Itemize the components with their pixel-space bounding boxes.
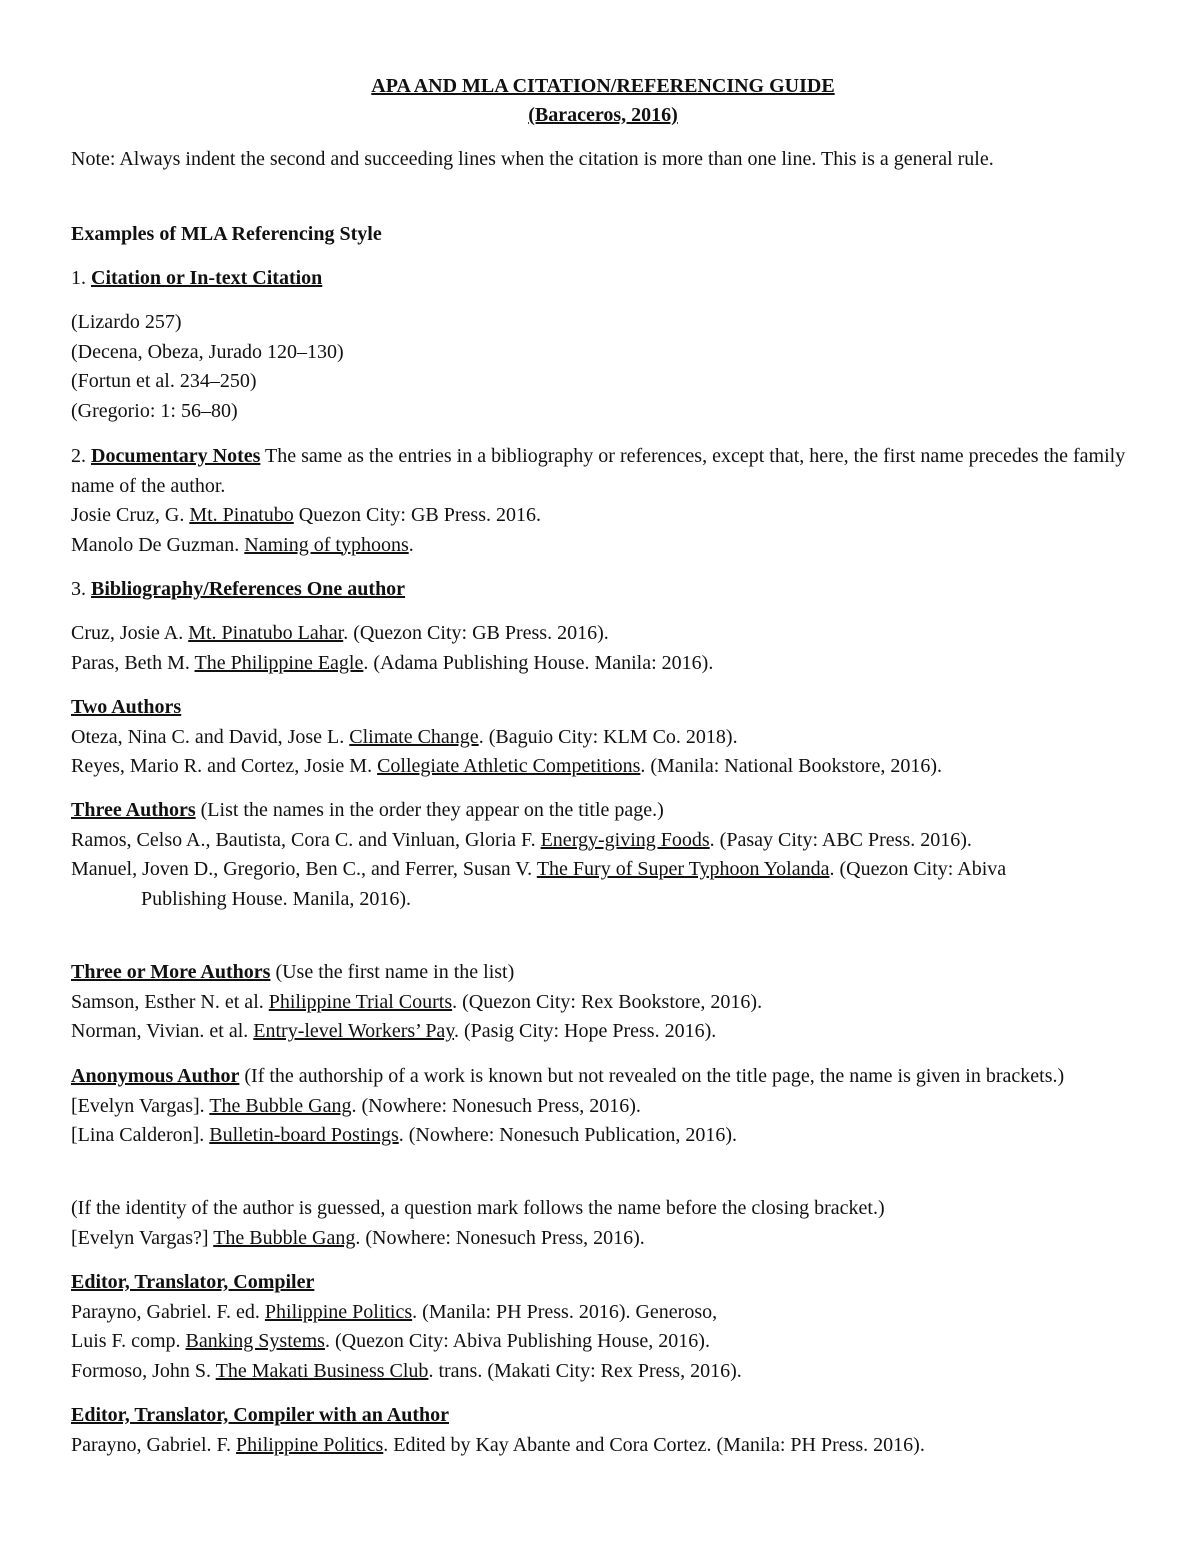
section1-heading-line	[71, 264, 1135, 294]
work-title: The Philippine Eagle	[194, 651, 364, 674]
work-title: The Bubble Gang	[209, 1094, 352, 1117]
editor-block	[71, 1268, 1135, 1386]
work-title: Mt. Pinatubo Lahar	[188, 622, 344, 644]
work-title: Energy-giving Foods	[540, 828, 710, 851]
work-title: Philippine Politics	[236, 1433, 384, 1456]
section2-block	[71, 442, 1135, 560]
work-title: The Fury of Super Typhoon Yolanda	[536, 858, 830, 880]
general-note: Note: Always indent the second and succeeding lines when the citation is more than one line. This is a general rule.	[71, 148, 994, 170]
citation-item: (Gregorio: 1: 56–80)	[71, 399, 238, 422]
page-title: APA AND MLA CITATION/REFERENCING GUIDE	[371, 75, 835, 97]
citation-item: (Lizardo 257)	[71, 311, 182, 333]
three-more-authors-heading: Three or More Authors	[71, 961, 271, 983]
two-authors-heading: Two Authors	[71, 696, 182, 718]
section2-description: The same as the entries in a bibliography or references, except that, here, the first name precedes the family name of the author.	[71, 445, 1126, 497]
reference-entry: Samson, Esther N. et al. Philippine Trial Courts. (Quezon City: Rex Bookstore, 2016).	[71, 990, 763, 1013]
editor-author-heading: Editor, Translator, Compiler with an Author	[71, 1404, 450, 1426]
reference-entry: Reyes, Mario R. and Cortez, Josie M. Collegiate Athletic Competitions. (Manila: National Bookstore, 2016).	[71, 755, 943, 777]
work-title: The Makati Business Club	[215, 1359, 429, 1382]
anonymous-author-block	[71, 1062, 1135, 1151]
editor-author-block	[71, 1401, 1135, 1460]
anonymous-author-heading: Anonymous Author	[71, 1065, 240, 1087]
section-number: 1.	[71, 267, 91, 289]
three-more-authors-block	[71, 958, 1135, 1047]
two-authors-block	[71, 693, 1135, 782]
section-number: 2.	[71, 445, 91, 467]
reference-entry: Josie Cruz, G. Mt. Pinatubo Quezon City: GB Press. 2016.	[71, 504, 541, 526]
reference-entry: [Evelyn Vargas]. The Bubble Gang. (Nowhere: Nonesuch Press, 2016).	[71, 1094, 641, 1117]
editor-heading: Editor, Translator, Compiler	[71, 1271, 315, 1293]
section3-heading: Bibliography/References One author	[91, 578, 406, 600]
work-title: Bulletin-board Postings	[209, 1124, 399, 1146]
reference-entry: Parayno, Gabriel. F. Philippine Politics. Edited by Kay Abante and Cora Cortez. (Manila: PH Press. 2016).	[71, 1433, 925, 1456]
work-title: Entry-level Workers’ Pay	[253, 1020, 455, 1042]
reference-entry: Oteza, Nina C. and David, Jose L. Climate Change. (Baguio City: KLM Co. 2018).	[71, 725, 738, 748]
guess-block	[71, 1194, 1135, 1253]
reference-entry: Luis F. comp. Banking Systems. (Quezon City: Abiva Publishing House, 2016).	[71, 1330, 710, 1352]
reference-entry: Manolo De Guzman. Naming of typhoons.	[71, 533, 414, 556]
section-number: 3.	[71, 578, 91, 600]
reference-entry: [Evelyn Vargas?] The Bubble Gang. (Nowhere: Nonesuch Press, 2016).	[71, 1226, 645, 1249]
reference-entry: Formoso, John S. The Makati Business Club. trans. (Makati City: Rex Press, 2016).	[71, 1359, 742, 1382]
reference-entry: Cruz, Josie A. Mt. Pinatubo Lahar. (Quezon City: GB Press. 2016).	[71, 622, 609, 644]
work-title: Mt. Pinatubo	[189, 504, 294, 526]
page-subtitle: (Baraceros, 2016)	[528, 104, 678, 126]
reference-entry: [Lina Calderon]. Bulletin-board Postings. (Nowhere: Nonesuch Publication, 2016).	[71, 1124, 737, 1146]
section2-heading: Documentary Notes	[91, 445, 261, 467]
section3-list	[71, 619, 1135, 678]
work-title: Naming of typhoons	[244, 533, 409, 556]
section1-list	[71, 308, 1135, 426]
reference-entry: Norman, Vivian. et al. Entry-level Workers’ Pay. (Pasig City: Hope Press. 2016).	[71, 1020, 717, 1042]
work-title: Climate Change	[349, 725, 479, 748]
work-title: The Bubble Gang	[213, 1226, 356, 1249]
reference-entry: Manuel, Joven D., Gregorio, Ben C., and Ferrer, Susan V. The Fury of Super Typhoon Yolanda. (Quezon City: Abiva Publishing House. Manila, 2016).	[71, 858, 1007, 910]
work-title: Philippine Politics	[264, 1300, 413, 1323]
citation-item: (Decena, Obeza, Jurado 120–130)	[71, 340, 344, 363]
three-authors-heading: Three Authors	[71, 799, 196, 821]
section1-heading: Citation or In-text Citation	[91, 267, 323, 289]
reference-entry: Parayno, Gabriel. F. ed. Philippine Politics. (Manila: PH Press. 2016). Generoso,	[71, 1300, 718, 1323]
three-more-authors-description: (Use the first name in the list)	[270, 961, 515, 983]
citation-item: (Fortun et al. 234–250)	[71, 370, 257, 392]
reference-entry: Ramos, Celso A., Bautista, Cora C. and Vinluan, Gloria F. Energy-giving Foods. (Pasay City: ABC Press. 2016).	[71, 828, 972, 851]
anonymous-author-description: (If the authorship of a work is known but not revealed on the title page, the name is given in brackets.)	[239, 1065, 1065, 1087]
work-title: Collegiate Athletic Competitions	[377, 755, 641, 777]
work-title: Philippine Trial Courts	[268, 990, 453, 1013]
section2-heading-line	[71, 442, 1135, 501]
work-title: Banking Systems	[185, 1330, 325, 1352]
mla-heading: Examples of MLA Referencing Style	[71, 223, 382, 245]
three-authors-description: (List the names in the order they appear on the title page.)	[195, 799, 664, 821]
section3-heading-line	[71, 575, 1135, 605]
reference-entry: Paras, Beth M. The Philippine Eagle. (Adama Publishing House. Manila: 2016).	[71, 651, 714, 674]
three-authors-block	[71, 796, 1135, 914]
guess-note: (If the identity of the author is guessed, a question mark follows the name before the closing bracket.)	[71, 1197, 885, 1219]
